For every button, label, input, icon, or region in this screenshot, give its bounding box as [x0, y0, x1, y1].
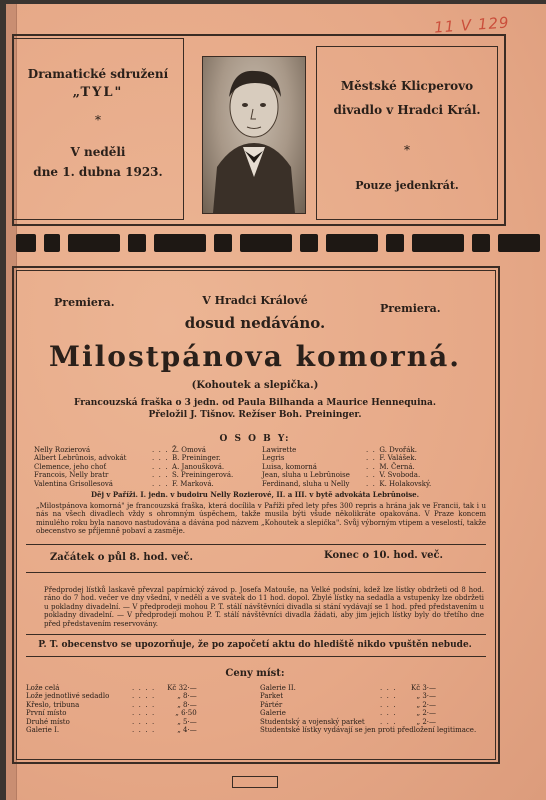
premiera-right: Premiera.	[380, 302, 441, 315]
prices-heading: Ceny míst:	[225, 668, 285, 679]
price-row: Druhé místo . . . . „ 5·—	[26, 717, 197, 726]
start-time: Začátek o půl 8. hod. več.	[50, 552, 193, 563]
handwritten-note: 11 V 129	[433, 13, 511, 37]
once-note: Pouze jedenkrát.	[355, 179, 459, 192]
poster-page	[6, 4, 546, 800]
subtitle-line: dosud nedáváno.	[184, 314, 326, 332]
genre-line: Francouzská fraška o 3 jedn. od Paula Bilhanda a Maurice Hennequina.	[73, 398, 437, 408]
credits-line: Přeložil J. Tišnov. Režíser Boh. Preininger.	[148, 410, 362, 420]
left-header-box	[12, 38, 184, 220]
theatre-line-2: divadlo v Hradci Král.	[333, 103, 481, 117]
day-label: V neděli	[70, 145, 126, 159]
price-row: Pártér . . . „ 2·—	[260, 700, 437, 709]
right-header-box	[316, 46, 498, 220]
group-name: „TYL"	[72, 85, 124, 100]
cast-row: Luisa, komorná . . M. Černá.	[262, 462, 415, 471]
presale-paragraph: Předprodej lístků laskavě převzal papírnický závod p. Josefa Matouše, na Velké podsíni, kdež lze lístky obdržeti od 8 hod. ráno do 7 hod. večer ve dny všední, v neděli a ve svátek do 11 hod. dopol. Zbylé lístky na sedadla a vstupenky lze obdržeti u pokladny divadelní. — V předprodeji mohou P. T. stálí návštěvníci divadla si stání vydávají se 1 hod. před představením u pokladny divadelní. — V předprodeji mohou P. T. stálí návštěvníci divadla žádati, aby jim jejich lístky byly do třetího dne před představením reservovány.	[44, 586, 484, 628]
divider	[26, 572, 486, 573]
premiera-left: Premiera.	[54, 296, 115, 309]
prices-left-list	[26, 684, 197, 734]
price-row: Parket . . . „ 3·—	[260, 692, 437, 701]
price-row: Křeslo, tribuna . . . . „ 8·—	[26, 700, 197, 709]
org-name: Dramatické sdružení	[27, 67, 169, 81]
cast-left-column	[34, 446, 233, 488]
place-line: V Hradci Králové	[202, 294, 308, 307]
play-title: Milostpánova komorná.	[49, 340, 461, 373]
price-row: Galerie I. . . . . „ 4·—	[26, 726, 197, 735]
divider	[26, 634, 486, 635]
star-ornament: *	[95, 113, 101, 127]
cast-heading: O S O B Y:	[219, 434, 291, 444]
cast-row: Legris . . F. Valášek.	[262, 454, 417, 463]
price-row: Lože jednotlivé sedadlo . . . . „ 8·—	[26, 692, 197, 701]
price-row: Studentský a vojenský parket . . . „ 2·—	[260, 717, 437, 726]
cast-row: Francois, Nelly bratr . . . S. Preiningerová.	[34, 471, 234, 480]
price-row: První místo . . . . „ 6·50	[26, 709, 197, 718]
prices-right-list	[260, 684, 476, 734]
alt-title: (Kohoutek a slepička.)	[191, 380, 319, 391]
cast-row: Ferdinand, sluha u Nelly . . K. Holakovský.	[262, 479, 432, 488]
cast-row: Nelly Rozierová . . . Ž. Omová	[34, 446, 206, 454]
cast-row: Jean, sluha u Lebrûnoise . . V. Svoboda.	[262, 471, 421, 480]
student-note: Studentské lístky vydávají se jen proti předložení legitimace.	[260, 726, 477, 735]
decorative-strip	[14, 234, 542, 258]
cast-row: Clemence, jeho choť . . . A. Janoušková.	[34, 462, 225, 471]
notice-line: P. T. obecenstvo se upozorňuje, že po započetí aktu do hlediště nikdo vpuštěn nebude.	[38, 640, 472, 650]
portrait-image	[202, 56, 306, 214]
cast-right-column	[262, 446, 431, 488]
cast-row: Valentina Grisollesová . . . F. Marková.	[34, 479, 214, 488]
end-time: Konec o 10. hod. več.	[324, 550, 444, 561]
description-paragraph: „Milostpánova komorná" je francouzská fraška, která docílila v Paříži před lety přes 300 repris a hrána jak ve Francii, tak i u nás na všech divadlech vždy s ohromným úspěchem, takže musila býti všude několikráte opakována. V Praze koncem minulého roku byla nanovo nastudována a dávána pod názvem „Kohoutek a slepička". Svůj výborným vtipem a veselostí, takže obecenstvo se příjemně pobaví a zasměje.	[36, 502, 486, 536]
portrait-drawing	[203, 57, 305, 213]
price-row: Galerie . . . „ 2·—	[260, 709, 437, 718]
theatre-line-1: Městské Klicperovo	[340, 79, 474, 93]
setting-line: Děj v Paříži. I. jedn. v budoiru Nelly Rozierové, II. a III. v bytě advokáta Lebrûnoise.	[90, 490, 420, 499]
price-row: Lože celá . . . . Kč 32·—	[26, 684, 197, 692]
cast-row: Lawirette . . G. Dvořák.	[262, 446, 417, 454]
printer-stamp	[232, 776, 278, 788]
divider	[26, 544, 486, 545]
star-ornament-right: *	[404, 143, 410, 157]
cast-row: Albert Lebrûnois, advokát . . . B. Preininger.	[34, 454, 221, 463]
divider	[26, 656, 486, 657]
date-label: dne 1. dubna 1923.	[33, 165, 163, 179]
price-row: Galerie II. . . . Kč 3·—	[260, 684, 437, 692]
